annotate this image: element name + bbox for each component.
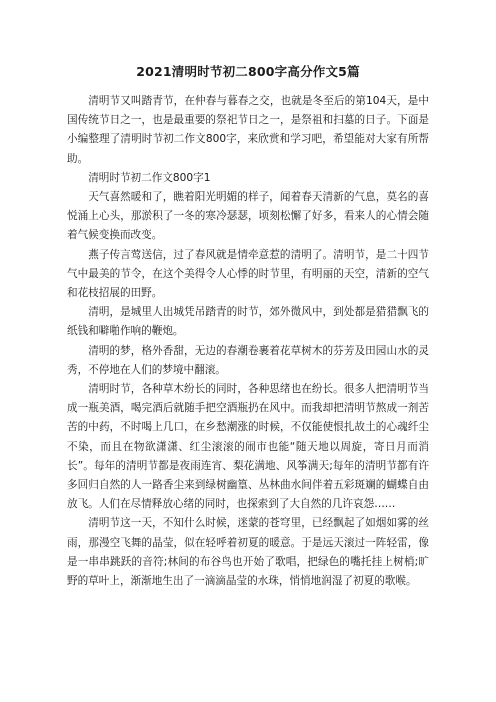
body-paragraph: 天气喜然暖和了，瞧着阳光明媚的样子，闻着春天清新的气息，莫名的喜悦涌上心头，那淤积了一冬的寒冷瑟瑟，顷刻松懈了好多，看来人的心情会随着气候变换而改变。	[67, 191, 429, 242]
body-paragraph: 燕子传言莺送信，过了春风就是情牵意惹的清明了。清明节，是二十四节气中最美的节令，在这个美得令人心悸的时节里，有明丽的天空，清新的空气和花枝招展的田野。	[67, 248, 429, 300]
intro-paragraph: 清明节又叫踏青节，在仲春与暮春之交，也就是冬至后的第104天，是中国传统节日之一，也是最重要的祭祀节日之一，是祭祖和扫墓的日子。下面是小编整理了清明时节初二作文800字，来欣赏和学习吧，希望能对大家有所帮助。	[67, 95, 429, 165]
body-paragraph: 清明，是城里人出城凭吊踏青的时节，郊外微风中，到处都是猎猎飘飞的纸钱和噼啪作响的鞭炮。	[67, 306, 429, 338]
body-paragraph: 清明的梦，格外香甜，无边的春潮卷裹着花草树木的芬芳及田园山水的灵秀，不停地在人们的梦境中翻滚。	[67, 344, 429, 376]
body-paragraph: 清明节这一天，不知什么时候，迷蒙的苍穹里，已经飘起了如烟如雾的丝雨，那漫空飞舞的晶莹，似在轻呼着初夏的暖意。于是远天滚过一阵轻雷，像是一串串跳跃的音符;林间的布谷鸟也开始了歌唱，把绿色的嘴托挂上树梢;旷野的草叶上，渐渐地生出了一滴滴晶莹的水珠，悄悄地润湿了初夏的歌喉。	[67, 517, 429, 588]
body-paragraph: 清明时节，各种草木纷长的同时，各种思绪也在纷长。很多人把清明节当成一瓶美酒，喝完酒后就随手把空酒瓶扔在风中。而我却把清明节熬成一剂苦苦的中药，不时喝上几口，在乡愁潮涨的时候，不仅能使恨扎故土的心魂纤尘不染，而且在物欲潇潇、红尘滚滚的闹市也能“随天地以周旋，寄日月而消长”。每年的清明节都是夜雨连宵、梨花满地、风筝满天;每年的清明节都有许多回归自然的人一路香尘来到绿树幽篁、丛林曲水间伴着五彩斑斓的蝴蝶自由放飞。人们在尽情释放心绪的同时，也探索到了大自然的几许哀怨……	[67, 383, 429, 511]
document-title: 2021清明时节初二800字高分作文5篇	[136, 64, 360, 79]
essay-heading: 清明时节初二作文800字1	[88, 171, 211, 184]
